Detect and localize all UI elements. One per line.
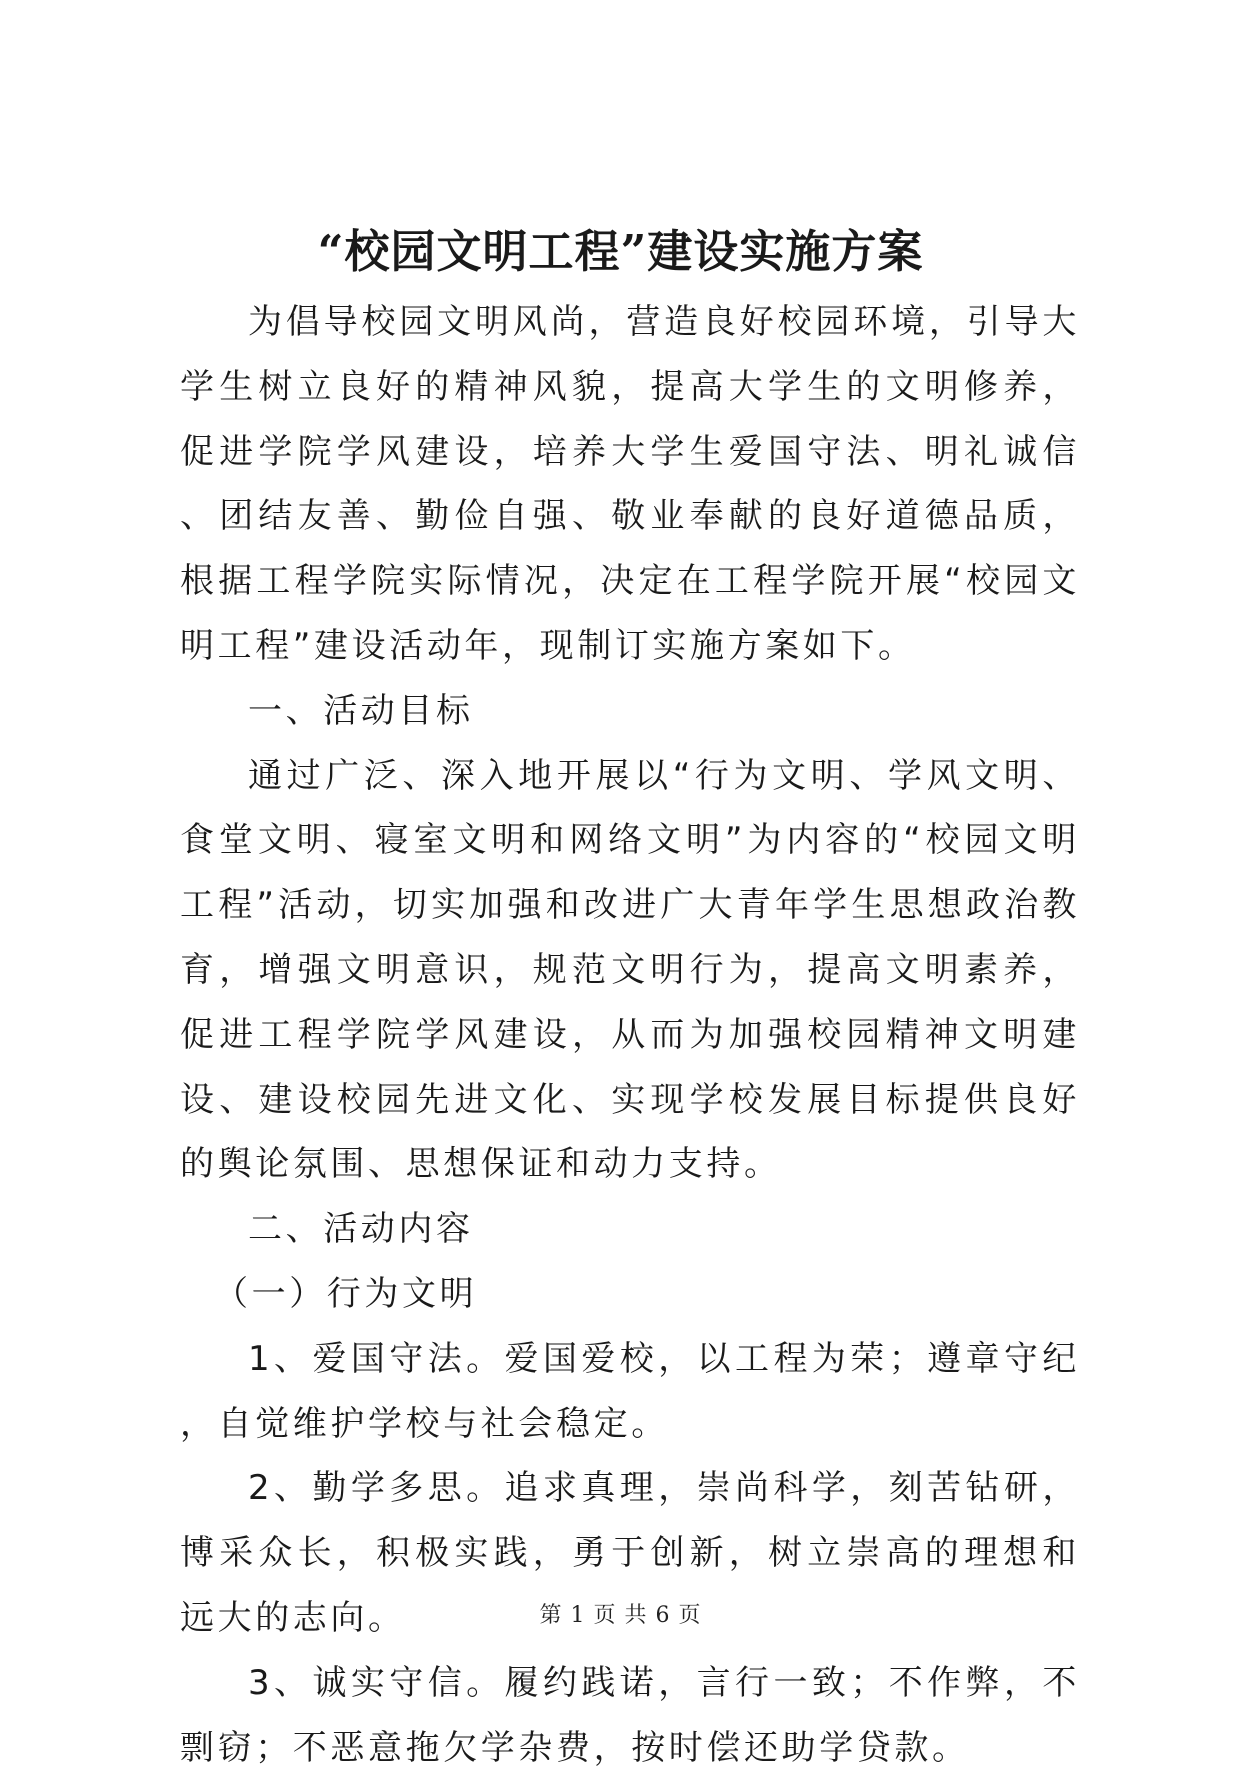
list-item: 1、爱国守法。爱国爱校，以工程为荣；遵章守纪，自觉维护学校与社会稳定。 — [180, 1338, 1080, 1444]
intro-paragraph: 为倡导校园文明风尚，营造良好校园环境，引导大学生树立良好的精神风貌，提高大学生的文明修养，促进学院学风建设，培养大学生爱国守法、明礼诚信、团结友善、勤俭自强、敬业奉献的良好道德品质，根据工程学院实际情况，决定在工程学院开展“校园文明工程”建设活动年，现制订实施方案如下。 — [180, 302, 1080, 666]
section-heading-goals: 一、活动目标 — [248, 690, 474, 731]
section-heading-content: 二、活动内容 — [248, 1209, 474, 1250]
list-item: 2、勤学多思。追求真理，崇尚科学，刻苦钻研，博采众长，积极实践，勇于创新，树立崇高的理想和远大的志向。 — [180, 1468, 1080, 1638]
document-body — [180, 290, 1080, 1780]
page-number-footer: 第 1 页 共 6 页 — [539, 1603, 702, 1628]
subsection-heading-behavior: （一）行为文明 — [214, 1273, 478, 1314]
list-item: 3、诚实守信。履约践诺，言行一致；不作弊，不剽窃；不恶意拖欠学杂费，按时偿还助学贷款。 — [180, 1662, 1080, 1768]
document-title: “校园文明工程”建设实施方案 — [317, 225, 924, 278]
goals-paragraph: 通过广泛、深入地开展以“行为文明、学风文明、食堂文明、寝室文明和网络文明”为内容的“校园文明工程”活动，切实加强和改进广大青年学生思想政治教育，增强文明意识，规范文明行为，提高文明素养，促进工程学院学风建设，从而为加强校园精神文明建设、建设校园先进文化、实现学校发展目标提供良好的舆论氛围、思想保证和动力支持。 — [180, 755, 1080, 1185]
